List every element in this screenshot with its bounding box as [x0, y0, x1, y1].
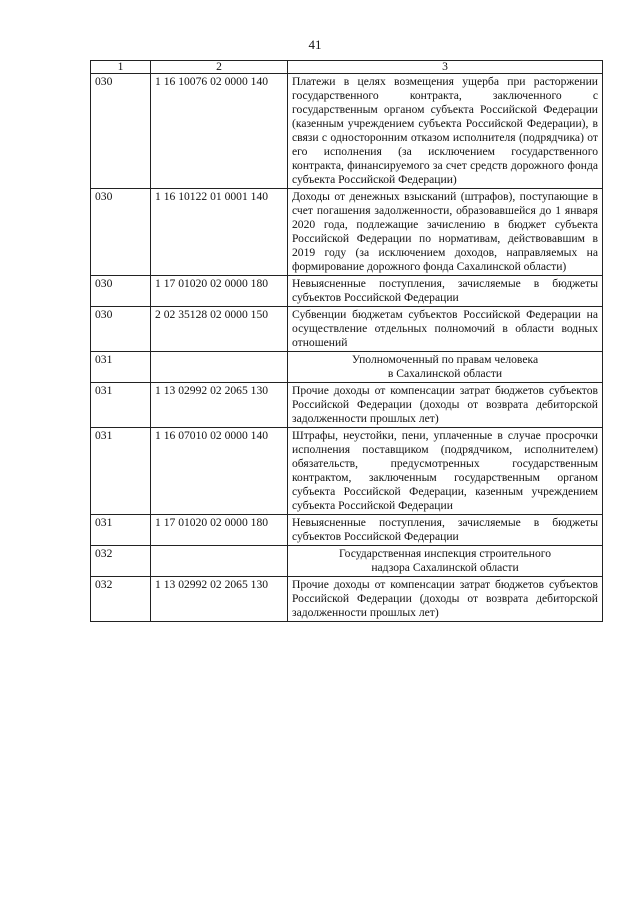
- description-cell: Платежи в целях возмещения ущерба при расторжении государственного контракта, заключенного с государственным органом субъекта Российской Федерации (казенным учреждением субъекта Российской Федерации), в связи с односторонним отказом исполнителя (подрядчика) от его исполнения (за исключением государственного контракта, финансируемого за счет средств дорожного фонда субъекта Российской Федерации): [288, 74, 603, 189]
- description-cell: Прочие доходы от компенсации затрат бюджетов субъектов Российской Федерации (доходы от возврата дебиторской задолженности прошлых лет): [288, 383, 603, 428]
- table-row: [91, 428, 603, 515]
- section-title-cell: [288, 352, 603, 383]
- revenue-code-cell: 1 13 02992 02 2065 130: [151, 383, 288, 428]
- revenue-code-cell: 1 16 07010 02 0000 140: [151, 428, 288, 515]
- table-row: [91, 577, 603, 622]
- description-cell: Невыясненные поступления, зачисляемые в бюджеты субъектов Российской Федерации: [288, 515, 603, 546]
- revenue-code-cell: 1 17 01020 02 0000 180: [151, 515, 288, 546]
- page-number: 41: [308, 37, 322, 52]
- admin-code-cell: 031: [91, 428, 151, 515]
- column-header-2: 2: [151, 61, 288, 74]
- section-row: [91, 546, 603, 577]
- description-cell: Субвенции бюджетам субъектов Российской Федерации на осуществление отдельных полномочий в области водных отношений: [288, 307, 603, 352]
- section-title-line-2: надзора Сахалинской области: [371, 561, 519, 574]
- admin-code-cell: 032: [91, 577, 151, 622]
- section-title-cell: [288, 546, 603, 577]
- empty-cell: [151, 352, 288, 383]
- admin-code-cell: 030: [91, 74, 151, 189]
- revenue-code-cell: 2 02 35128 02 0000 150: [151, 307, 288, 352]
- table-row: [91, 383, 603, 428]
- admin-code-cell: 030: [91, 276, 151, 307]
- empty-cell: [151, 546, 288, 577]
- description-cell: Доходы от денежных взысканий (штрафов), поступающие в счет погашения задолженности, образовавшейся до 1 января 2020 года, подлежащие зачислению в бюджет субъекта Российской Федерации по нормативам, действовавшим в 2019 году (за исключением доходов, направляемых на формирование дорожного фонда Сахалинской области): [288, 189, 603, 276]
- table-row: [91, 276, 603, 307]
- section-admin-code-cell: 031: [91, 352, 151, 383]
- admin-code-cell: 031: [91, 383, 151, 428]
- section-title-line-1: Государственная инспекция строительного: [338, 547, 552, 560]
- revenue-code-cell: 1 17 01020 02 0000 180: [151, 276, 288, 307]
- description-cell: Невыясненные поступления, зачисляемые в бюджеты субъектов Российской Федерации: [288, 276, 603, 307]
- description-cell: Штрафы, неустойки, пени, уплаченные в случае просрочки исполнения поставщиком (подрядчиком, исполнителем) обязательств, предусмотренных государственным контрактом, заключенным государственным органом субъекта Российской Федерации, казенным учреждением субъекта Российской Федерации: [288, 428, 603, 515]
- admin-code-cell: 031: [91, 515, 151, 546]
- section-admin-code-cell: 032: [91, 546, 151, 577]
- revenue-codes-table: [90, 60, 603, 622]
- section-title-line-2: в Сахалинской области: [387, 367, 503, 380]
- admin-code-cell: 030: [91, 307, 151, 352]
- column-header-1: 1: [91, 61, 151, 74]
- table-row: [91, 74, 603, 189]
- table-row: [91, 515, 603, 546]
- column-header-3: 3: [288, 61, 603, 74]
- table-row: [91, 307, 603, 352]
- section-title-line-1: Уполномоченный по правам человека: [351, 353, 539, 366]
- revenue-code-cell: 1 16 10122 01 0001 140: [151, 189, 288, 276]
- section-row: [91, 352, 603, 383]
- revenue-code-cell: 1 13 02992 02 2065 130: [151, 577, 288, 622]
- description-cell: Прочие доходы от компенсации затрат бюджетов субъектов Российской Федерации (доходы от возврата дебиторской задолженности прошлых лет): [288, 577, 603, 622]
- table-row: [91, 189, 603, 276]
- revenue-code-cell: 1 16 10076 02 0000 140: [151, 74, 288, 189]
- admin-code-cell: 030: [91, 189, 151, 276]
- table-header-row: [91, 61, 603, 74]
